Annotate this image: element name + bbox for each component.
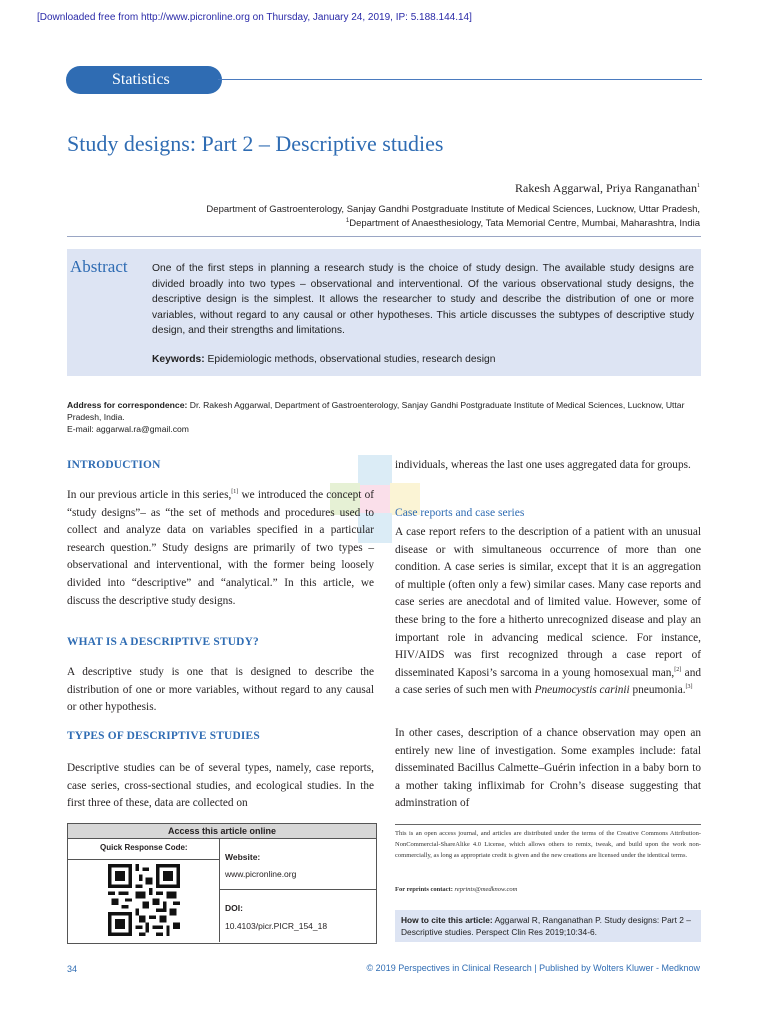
heading-what-is: WHAT IS A DESCRIPTIVE STUDY? (67, 636, 259, 648)
section-tag (66, 66, 222, 94)
doi-link[interactable]: 10.4103/picr.PICR_154_18 (225, 921, 328, 931)
download-note: [Downloaded free from http://www.picronline.org on Thursday, January 24, 2019, IP: 5.188.144.14] (37, 12, 472, 23)
authors-text: Rakesh Aggarwal, Priya Ranganathan (515, 181, 697, 195)
email-link[interactable]: aggarwal.ra@gmail.com (96, 424, 189, 435)
author-sup: 1 (697, 183, 700, 189)
section-tag-label: Statistics (112, 71, 170, 88)
case-text-3: pneumonia. (629, 684, 686, 697)
doi-label: DOI: (225, 903, 243, 913)
affiliation-2 (206, 217, 700, 231)
website-label: Website: (225, 852, 261, 862)
section-rule (218, 79, 702, 80)
license-divider (395, 824, 701, 825)
affiliation-sup: 1 (345, 217, 350, 224)
keywords (152, 354, 495, 365)
continued-paragraph: individuals, whereas the last one uses aggregated data for groups. (395, 459, 691, 471)
heading-introduction: INTRODUCTION (67, 459, 161, 471)
abstract-heading: Abstract (70, 257, 128, 276)
correspondence (67, 399, 701, 436)
citation-text (401, 914, 697, 938)
author-list (515, 181, 700, 196)
affiliations (206, 203, 700, 231)
intro-text-end: we introduced the concept of “study designs”– as “the set of methods and procedures used to collect and analyze data on variables specified in a particular research question.” Study designs are primarily of two types – observational and interventional, with the former being loosely divided into “descriptive” and “analytical.” In this article, we discuss the descriptive study designs. (67, 489, 374, 607)
citation-body: Aggarwal R, Ranganathan P. Study designs: Part 2 – Descriptive studies. Perspect Clin Res 2019;10:34-6. (401, 915, 691, 937)
website-link[interactable]: www.picronline.org (225, 869, 297, 879)
qr-label: Quick Response Code: (100, 843, 188, 852)
page-number: 34 (67, 964, 78, 974)
heading-types: TYPES OF DESCRIPTIVE STUDIES (67, 730, 260, 742)
citation-label: How to cite this article: (401, 915, 493, 925)
reprints-email[interactable]: reprints@medknow.com (454, 886, 518, 893)
footer-text: © 2019 Perspectives in Clinical Research | Published by Wolters Kluwer - Medknow (366, 963, 700, 973)
case-paragraph-2: In other cases, description of a chance observation may open an entirely new line of investigation. Some examples include: fatal disseminated Bacillus Calmette–Guérin infection in a baby born to a mother taking infliximab for Crohn’s disease suggesting that adminstration of (395, 727, 701, 810)
keywords-text: Epidemiologic methods, observational studies, research design (207, 354, 496, 365)
correspondence-text: Dr. Rakesh Aggarwal, Department of Gastroenterology, Sanjay Gandhi Postgraduate Institute of Medical Sciences, Lucknow, Uttar Pradesh, India. (67, 400, 685, 423)
access-box-header: Access this article online (67, 823, 377, 839)
ref-1[interactable]: [1] (231, 489, 239, 496)
email-label: E-mail: (67, 424, 94, 435)
article-title: Study designs: Part 2 – Descriptive studies (67, 131, 444, 156)
pathogen-name: Pneumocystis carinii (534, 684, 630, 697)
abstract-text: One of the first steps in planning a research study is the choice of study design. The available study designs are divided broadly into two types – observational and interventional. Of the various observational study designs, the descriptive design is the simplest. It allows the researcher to study and describe the distribution of one or more variables, without regard to any causal or other hypotheses. This article discusses the subtypes of descriptive study design, and their strengths and limitations. (152, 263, 694, 337)
access-divider-left (67, 859, 219, 860)
what-paragraph: A descriptive study is one that is designed to describe the distribution of one or more variables, without regard to any causal or other hypothesis. (67, 666, 374, 714)
ref-3[interactable]: [3] (685, 684, 693, 691)
case-text-1: A case report refers to the description of a patient with an unusual disease or with simultaneous occurrence of more than one condition. A case series is similar, except that it is an aggregation of multiple (often only a few) similar cases. Many case reports and case series are anecdotal and of limited value. However, some of these bring to the fore a hitherto unrecognized disease and play an important role in advancing medical science. For instance, HIV/AIDS was first recognized through a case report of disseminated Kaposi’s sarcoma in a young homosexual man, (395, 526, 701, 679)
case-paragraph-1 (395, 524, 701, 700)
intro-text-start: In our previous article in this series, (67, 489, 232, 501)
ref-2[interactable]: [2] (674, 666, 682, 673)
qr-code-icon[interactable] (108, 864, 180, 936)
affiliation-1: Department of Gastroenterology, Sanjay Gandhi Postgraduate Institute of Medical Sciences, Lucknow, Uttar Pradesh, (206, 204, 700, 215)
keywords-label: Keywords: (152, 354, 205, 365)
license-note: This is an open access journal, and articles are distributed under the terms of the Creative Commons Attribution-NonCommercial-ShareAlike 4.0 License, which allows others to remix, tweak, and build upon the work non-commercially, as long as appropriate credit is given and the new creations are licensed under the identical terms. (395, 830, 701, 859)
reprints-label: For reprints contact: (395, 886, 453, 893)
affiliation-2-text: Department of Anaesthesiology, Tata Memorial Centre, Mumbai, Maharashtra, India (349, 218, 700, 229)
case-text-2: and a case series of such men with (395, 666, 701, 697)
access-divider-right (219, 889, 377, 890)
types-paragraph: Descriptive studies can be of several types, namely, case reports, case series, cross-sectional studies, and ecological studies. In the first three of these, data are collected on (67, 762, 374, 810)
heading-case-reports: Case reports and case series (395, 506, 525, 519)
intro-paragraph (67, 487, 374, 610)
access-divider-vertical (219, 839, 220, 942)
affiliation-divider (67, 236, 701, 237)
reprints-line (395, 886, 517, 893)
correspondence-label: Address for correspondence: (67, 400, 188, 410)
